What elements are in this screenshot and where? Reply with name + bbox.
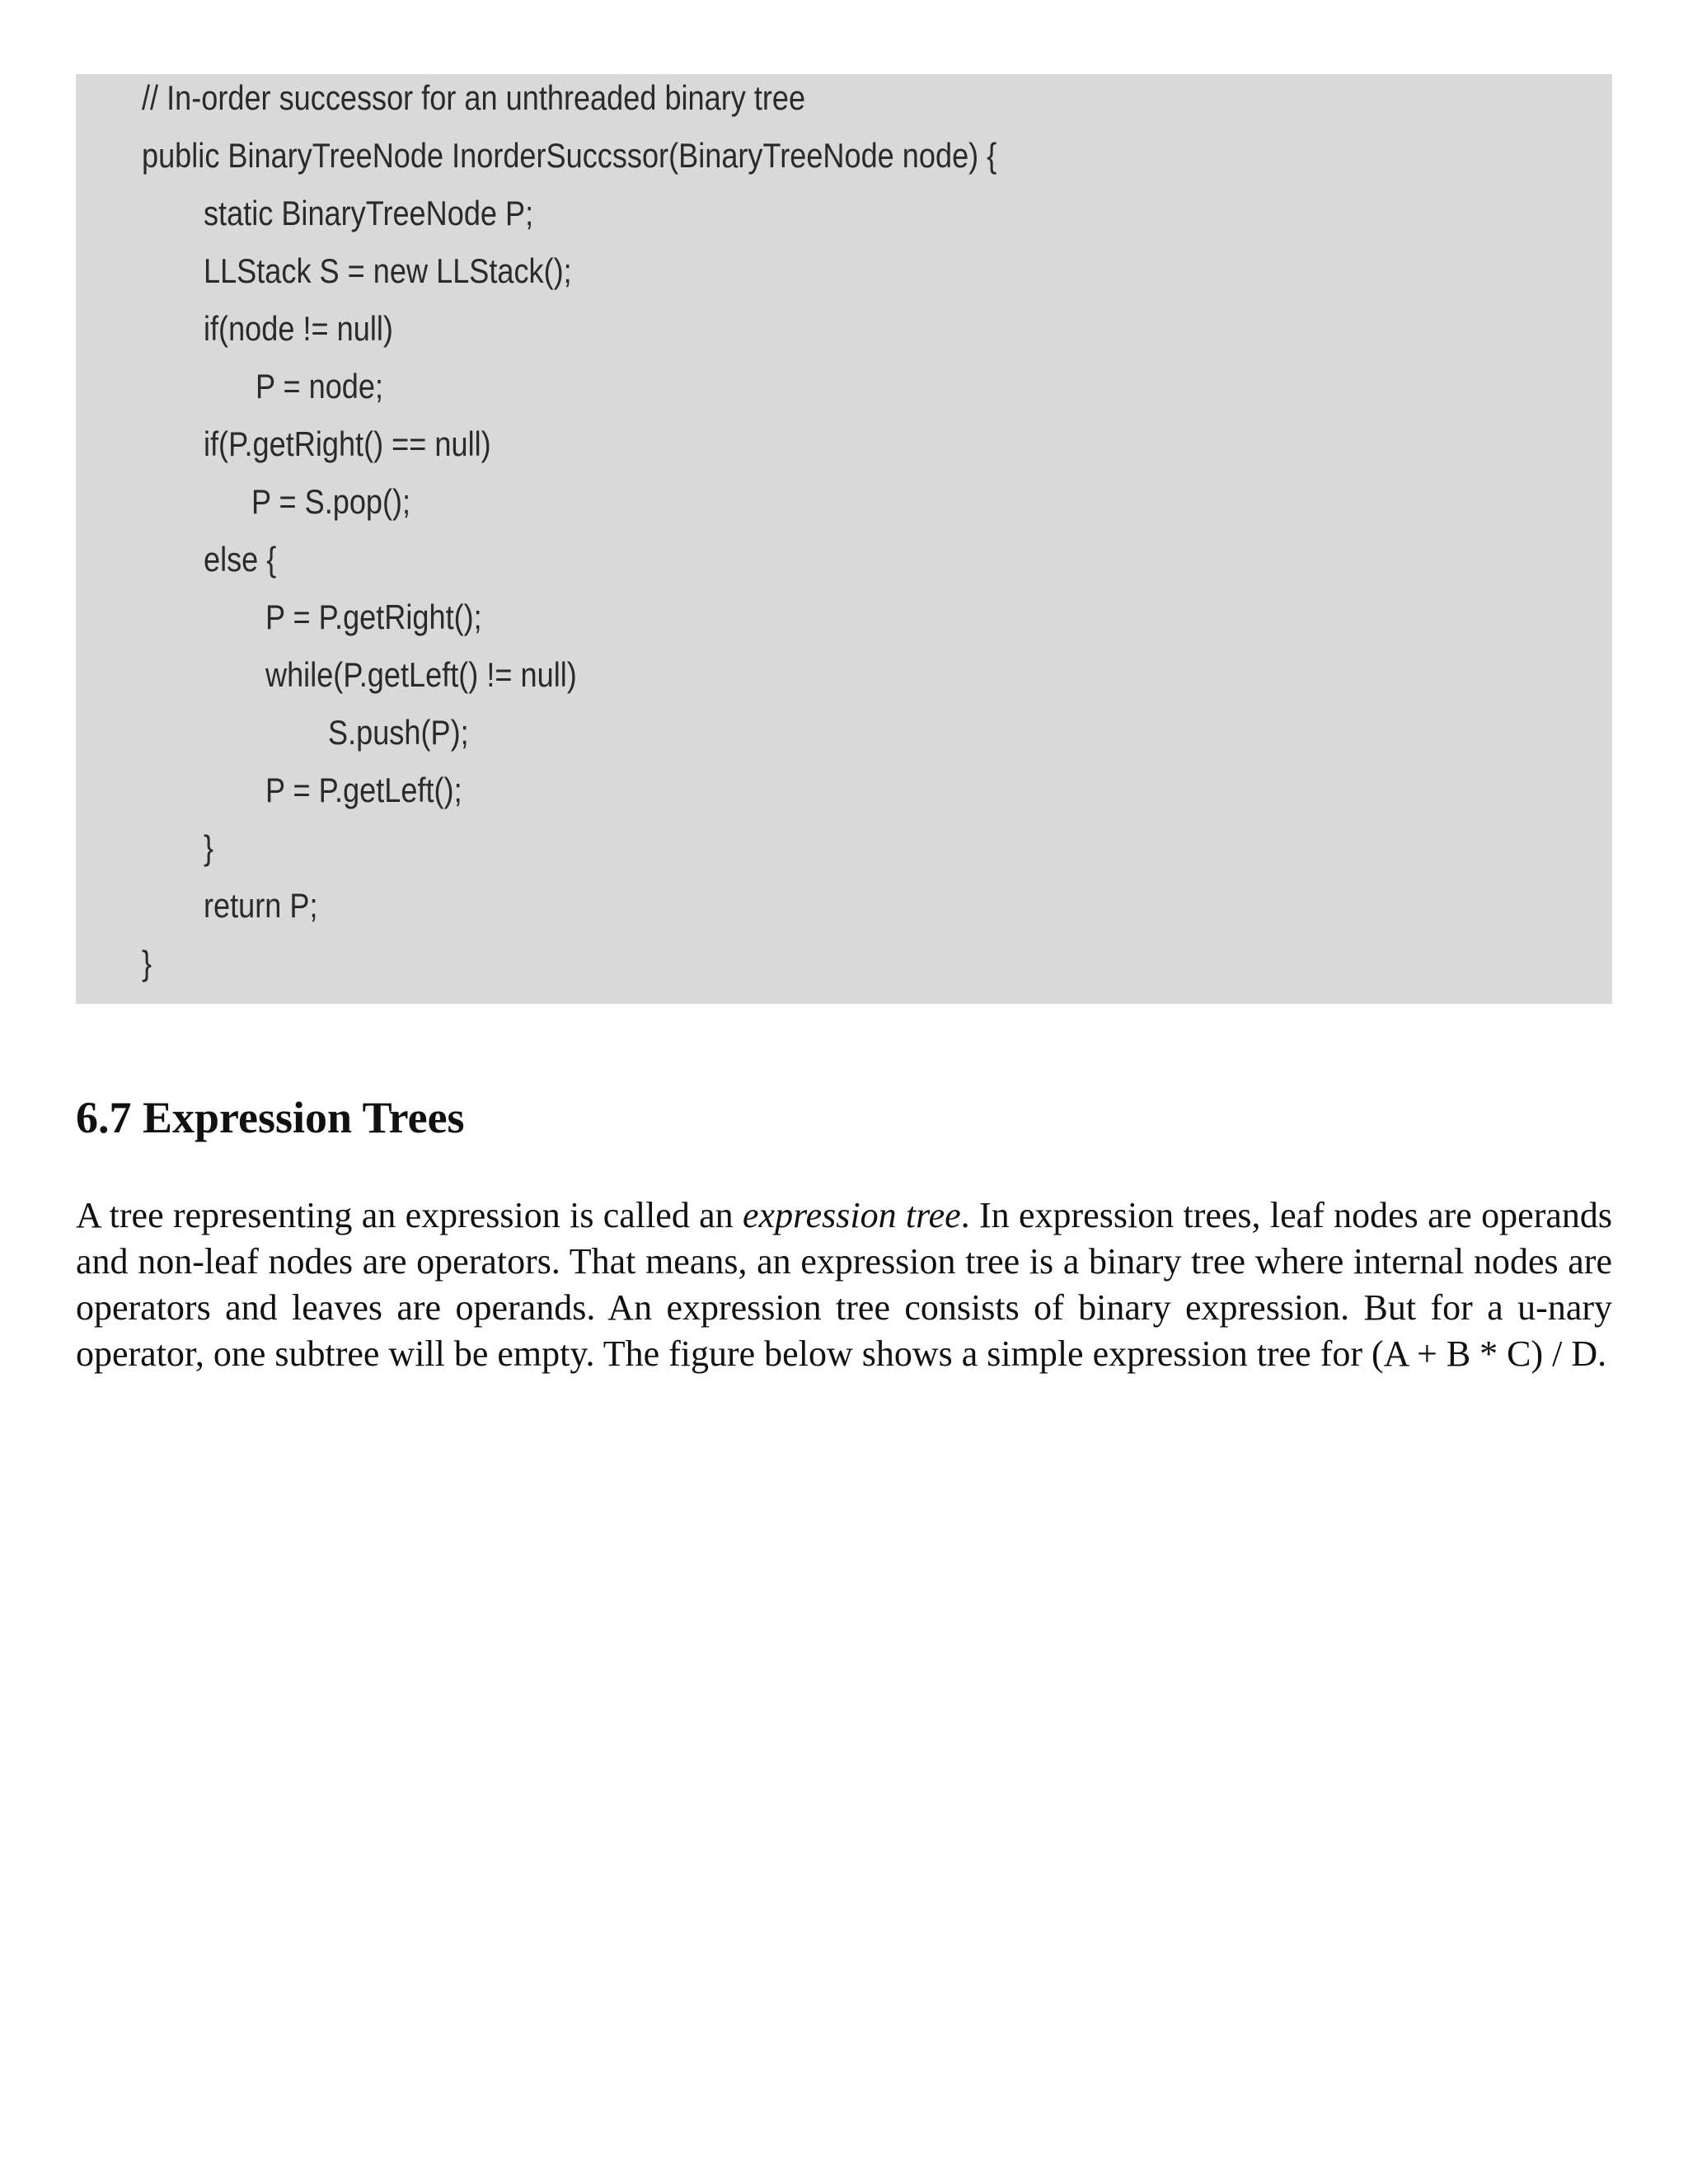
code-line-if-right-null: if(P.getRight() == null): [204, 424, 491, 463]
code-line-while: while(P.getLeft() != null): [265, 655, 577, 694]
code-line-push: S.push(P);: [328, 713, 469, 752]
code-line-close-method: }: [142, 944, 152, 982]
body-paragraph: [76, 1193, 1612, 1377]
paragraph-text-rest: . In expression trees, leaf nodes are operands and non-leaf nodes are operators. That means, an expression tree is a binary tree where internal nodes are operators and leaves are operands. An expression tree consists of binary expression. But for a u-nary operator, one subtree will be empty. The figure below shows a simple expression tree for (A + B * C) / D.: [76, 1195, 1613, 1374]
code-line-method-signature: public BinaryTreeNode InorderSuccssor(BinaryTreeNode node) {: [142, 136, 997, 175]
term-expression-tree: expression tree: [743, 1195, 961, 1235]
code-line-assign-node: P = node;: [256, 367, 384, 405]
code-line-comment: // In-order successor for an unthreaded binary tree: [142, 78, 806, 117]
code-line-pop: P = S.pop();: [251, 482, 411, 521]
section-heading: 6.7 Expression Trees: [76, 1093, 465, 1142]
code-line-if-node: if(node != null): [204, 309, 393, 348]
code-line-close-else: }: [204, 828, 214, 867]
code-line-get-right: P = P.getRight();: [265, 598, 482, 636]
code-line-stack-decl: LLStack S = new LLStack();: [204, 251, 572, 290]
paragraph-text-start: A tree representing an expression is called an: [76, 1195, 743, 1235]
code-line-return: return P;: [204, 886, 318, 925]
code-line-static-decl: static BinaryTreeNode P;: [204, 194, 534, 232]
code-line-else: else {: [204, 540, 277, 579]
code-listing-image: [76, 74, 1612, 1004]
code-line-get-left: P = P.getLeft();: [265, 771, 462, 809]
